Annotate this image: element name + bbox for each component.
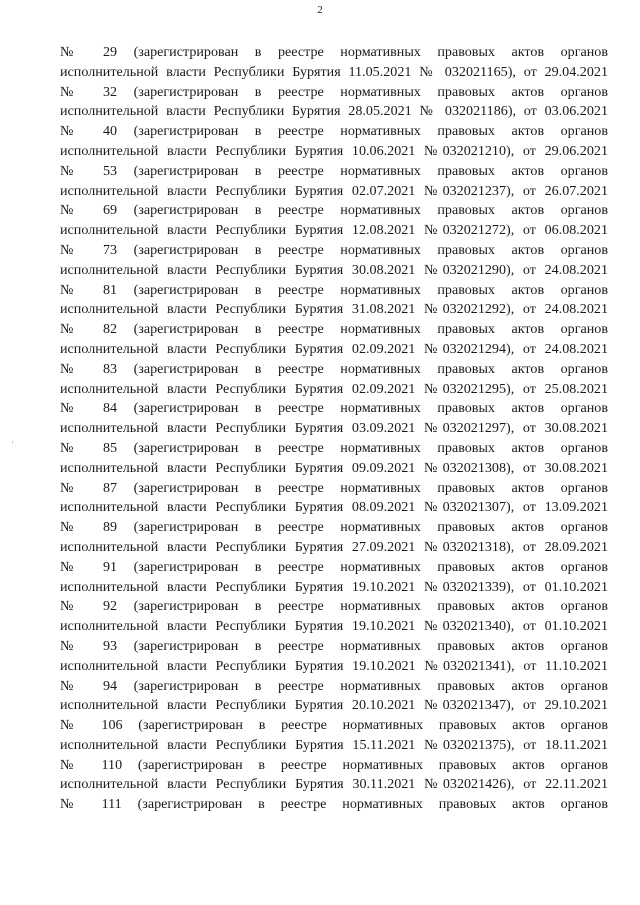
list-item <box>60 756 608 796</box>
entry-line: № 53 (зарегистрирован в реестре нормативных правовых актов органов <box>60 162 608 179</box>
entry-line: № 82 (зарегистрирован в реестре нормативных правовых актов органов <box>60 321 608 338</box>
entry-line: № 91 (зарегистрирован в реестре нормативных правовых актов органов <box>60 558 608 575</box>
entry-line: № 40 (зарегистрирован в реестре нормативных правовых актов органов <box>60 123 608 140</box>
entry-line: исполнительной власти Республики Бурятия 28.05.2021 № 032021186), от 03.06.2021 <box>60 103 608 120</box>
list-item <box>60 518 608 558</box>
entry-line: исполнительной власти Республики Бурятия 20.10.2021 №032021347), от 29.10.2021 <box>60 697 608 714</box>
entry-line: № 29 (зарегистрирован в реестре нормативных правовых актов органов <box>60 44 608 60</box>
list-item <box>60 558 608 598</box>
margin-mark: ' <box>12 440 14 449</box>
list-item <box>60 360 608 400</box>
entry-line: исполнительной власти Республики Бурятия 19.10.2021 №032021341), от 11.10.2021 <box>60 657 608 674</box>
list-item <box>60 795 608 815</box>
list-item <box>60 281 608 321</box>
entry-line: исполнительной власти Республики Бурятия 31.08.2021 №032021292), от 24.08.2021 <box>60 301 608 318</box>
entry-line: № 111 (зарегистрирован в реестре нормативных правовых актов органов <box>60 796 608 813</box>
entry-line: исполнительной власти Республики Бурятия 19.10.2021 №032021340), от 01.10.2021 <box>60 618 608 635</box>
entry-line: исполнительной власти Республики Бурятия 02.09.2021 №032021295), от 25.08.2021 <box>60 380 608 397</box>
entry-line: исполнительной власти Республики Бурятия 15.11.2021 №032021375), от 18.11.2021 <box>60 736 608 753</box>
entry-line: исполнительной власти Республики Бурятия 10.06.2021 №032021210), от 29.06.2021 <box>60 142 608 159</box>
entry-line: исполнительной власти Республики Бурятия 09.09.2021 №032021308), от 30.08.2021 <box>60 459 608 476</box>
list-item <box>60 439 608 479</box>
list-item <box>60 201 608 241</box>
entry-line: исполнительной власти Республики Бурятия 30.11.2021 №032021426), от 22.11.2021 <box>60 776 608 793</box>
list-item <box>60 637 608 677</box>
entry-line: исполнительной власти Республики Бурятия 19.10.2021 №032021339), от 01.10.2021 <box>60 578 608 595</box>
entry-line: № 93 (зарегистрирован в реестре нормативных правовых актов органов <box>60 637 608 654</box>
entry-line: исполнительной власти Республики Бурятия 02.07.2021 №032021237), от 26.07.2021 <box>60 182 608 199</box>
entry-line: № 94 (зарегистрирован в реестре нормативных правовых актов органов <box>60 677 608 694</box>
entry-line: исполнительной власти Республики Бурятия 27.09.2021 №032021318), от 28.09.2021 <box>60 538 608 555</box>
list-item <box>60 320 608 360</box>
entry-line: № 85 (зарегистрирован в реестре нормативных правовых актов органов <box>60 439 608 456</box>
list-item <box>60 479 608 519</box>
entry-line: № 84 (зарегистрирован в реестре нормативных правовых актов органов <box>60 400 608 417</box>
entry-line: № 87 (зарегистрирован в реестре нормативных правовых актов органов <box>60 479 608 496</box>
entry-line: № 110 (зарегистрирован в реестре нормативных правовых актов органов <box>60 756 608 773</box>
entry-line: № 83 (зарегистрирован в реестре нормативных правовых актов органов <box>60 360 608 377</box>
list-item <box>60 162 608 202</box>
entry-line: исполнительной власти Республики Бурятия 02.09.2021 №032021294), от 24.08.2021 <box>60 340 608 357</box>
entry-line: № 73 (зарегистрирован в реестре нормативных правовых актов органов <box>60 241 608 258</box>
list-item <box>60 399 608 439</box>
list-item <box>60 43 608 83</box>
entry-line: № 69 (зарегистрирован в реестре нормативных правовых актов органов <box>60 202 608 219</box>
entry-line: № 106 (зарегистрирован в реестре нормативных правовых актов органов <box>60 717 608 734</box>
list-item <box>60 122 608 162</box>
document-body <box>60 43 608 815</box>
list-item <box>60 83 608 123</box>
entry-line: № 32 (зарегистрирован в реестре нормативных правовых актов органов <box>60 83 608 100</box>
list-item <box>60 677 608 717</box>
entry-line: исполнительной власти Республики Бурятия 30.08.2021 №032021290), от 24.08.2021 <box>60 261 608 278</box>
entry-line: № 89 (зарегистрирован в реестре нормативных правовых актов органов <box>60 519 608 536</box>
entry-line: исполнительной власти Республики Бурятия 11.05.2021 № 032021165), от 29.04.2021 <box>60 63 608 80</box>
entry-line: исполнительной власти Республики Бурятия 12.08.2021 №032021272), от 06.08.2021 <box>60 222 608 239</box>
list-item <box>60 716 608 756</box>
entry-line: исполнительной власти Республики Бурятия 08.09.2021 №032021307), от 13.09.2021 <box>60 499 608 516</box>
page-number: 2 <box>317 4 323 16</box>
entry-line: исполнительной власти Республики Бурятия 03.09.2021 №032021297), от 30.08.2021 <box>60 420 608 437</box>
list-item <box>60 597 608 637</box>
entry-line: № 92 (зарегистрирован в реестре нормативных правовых актов органов <box>60 598 608 615</box>
list-item <box>60 241 608 281</box>
entry-line: № 81 (зарегистрирован в реестре нормативных правовых актов органов <box>60 281 608 298</box>
